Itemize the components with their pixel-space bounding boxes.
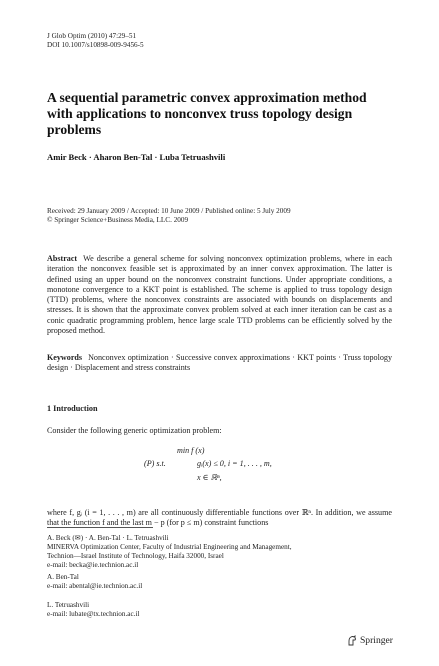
publisher-name: Springer [359,635,393,646]
footnote-line: MINERVA Optimization Center, Faculty of Industrial Engineering and Management, [47,543,292,551]
keywords [47,353,392,374]
section-heading: 1 Introduction [47,404,98,413]
optimization-problem [140,446,340,500]
abstract [47,254,392,336]
problem-label: (P) s.t. [144,459,166,468]
footnote-email: e-mail: lubate@tx.technion.ac.il [47,610,140,618]
footnote-line: L. Tetruashvili [47,601,90,609]
springer-horse-icon [347,635,357,646]
journal-citation [47,32,144,50]
constraint: gᵢ(x) ≤ 0, i = 1, . . . , m, [197,459,272,468]
footnote-divider [47,527,153,528]
journal-line-1: J Glob Optim (2010) 47:29–51 [47,32,137,40]
objective: min f (x) [177,446,205,455]
footnote-line: A. Ben-Tal [47,573,79,581]
paper-title: A sequential parametric convex approximation method with applications to nonconvex truss topology design problems [47,90,367,137]
footnote-line: Technion—Israel Institute of Technology, Haifa 32000, Israel [47,552,224,560]
keywords-label: Keywords [47,353,83,362]
section-intro: Consider the following generic optimization problem: [47,426,222,435]
abstract-label: Abstract [47,254,78,263]
keywords-text: Nonconvex optimization · Successive convex approximations · KKT points · Truss topology design · Displacement and stress constraints [47,353,392,373]
publication-dates [47,207,291,225]
author-list: Amir Beck · Aharon Ben-Tal · Luba Tetruashvili [47,152,226,162]
footnote-ben-tal [47,573,142,591]
footnote-email: e-mail: becka@ie.technion.ac.il [47,561,139,569]
footnote-tetruashvili [47,601,139,619]
footnote-line: A. Beck (✉) · A. Ben-Tal · L. Tetruashvili [47,534,169,542]
publisher-logo [347,635,393,646]
abstract-text: We describe a general scheme for solving nonconvex optimization problems, where in each iteration the nonconvex feasible set is approximated by an inner convex approximation. The latter is defined using an upper bound on the nonconvex constraint functions. Under appropriate conditions, a monotone convergence to a KKT point is established. The scheme is applied to truss topology design (TTD) problems, where the nonconvex constraints are associated with bounds on displacements and stresses. It is shown that the approximate convex problem solved at each inner iteration can be cast as a conic quadratic programming problem, hence large scale TTD problems can be efficiently solved by the proposed method. [47,254,392,336]
footnote-affiliation [47,534,292,570]
journal-doi: DOI 10.1007/s10898-009-9456-5 [47,41,144,49]
dates-line: Received: 29 January 2009 / Accepted: 10 June 2009 / Published online: 5 July 2009 [47,207,291,215]
footnote-email: e-mail: abental@ie.technion.ac.il [47,582,143,590]
domain: x ∈ ℝⁿ, [197,473,222,482]
copyright-line: © Springer Science+Business Media, LLC. 2009 [47,216,189,224]
paragraph: where f, gᵢ (i = 1, . . . , m) are all continuously differentiable functions over ℝⁿ. In addition, we assume that the function f and the last m − p (for p ≤ m) constraint functions [47,508,392,528]
